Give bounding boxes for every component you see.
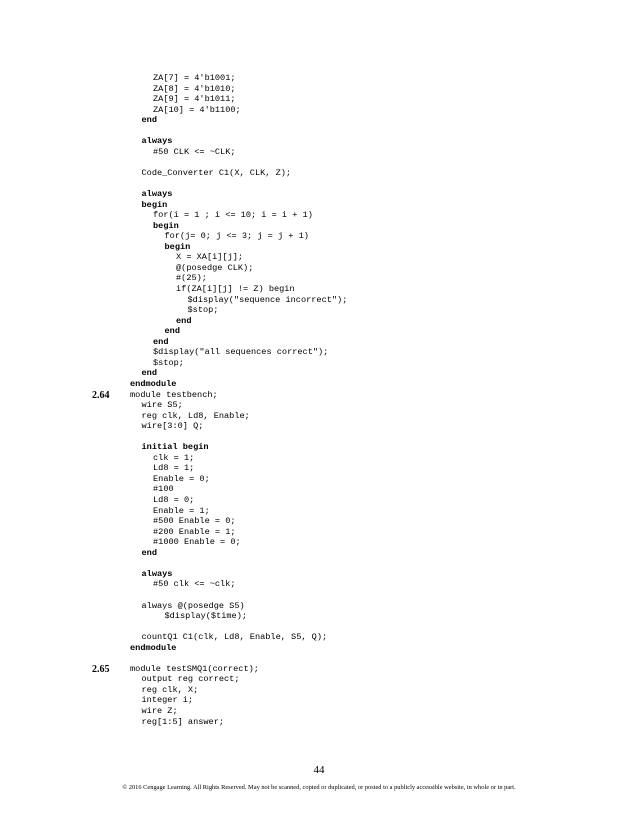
code-line [0, 516, 638, 527]
code-text: clk = 1; [153, 452, 195, 463]
code-line [0, 105, 638, 116]
code-text: wire S5; [141, 400, 183, 411]
code-text: end [141, 547, 157, 558]
code-text: $display("all sequences correct"); [153, 347, 329, 358]
code-text: begin [153, 220, 179, 231]
code-text: end [141, 368, 157, 379]
code-line [0, 601, 638, 612]
code-line [0, 252, 638, 263]
code-text: always @(posedge S5) [141, 600, 245, 611]
code-line [0, 484, 638, 495]
code-text: wire[3:0] Q; [141, 421, 204, 432]
code-text: Ld8 = 1; [153, 463, 195, 474]
code-line [0, 368, 638, 379]
code-text: #200 Enable = 1; [153, 526, 236, 537]
code-line [0, 685, 638, 696]
code-text: for(j= 0; j <= 3; j = j + 1) [164, 231, 309, 242]
code-text: #500 Enable = 0; [153, 516, 236, 527]
code-line [0, 126, 638, 137]
code-line [0, 84, 638, 95]
code-line [0, 632, 638, 643]
code-text: always [141, 568, 173, 579]
code-text: ZA[7] = 4'b1001; [153, 73, 236, 83]
code-text: #100 [153, 484, 174, 495]
code-text: endmodule [130, 378, 177, 389]
code-line [0, 611, 638, 622]
code-line [0, 242, 638, 253]
code-line [0, 337, 638, 348]
code-line [0, 358, 638, 369]
code-line [0, 273, 638, 284]
code-text: reg clk, X; [141, 684, 199, 695]
code-line [0, 316, 638, 327]
code-text: @(posedge CLK); [176, 262, 254, 273]
code-text: if(ZA[i][j] != Z) begin [176, 284, 295, 294]
code-line [0, 527, 638, 538]
code-line [0, 263, 638, 274]
code-line [0, 421, 638, 432]
code-line [0, 136, 638, 147]
code-line [0, 590, 638, 601]
code-text: integer i; [141, 695, 194, 706]
page-number: 44 [313, 764, 325, 776]
code-line [0, 210, 638, 221]
code-line [0, 453, 638, 464]
code-line [0, 221, 638, 232]
code-text: #50 CLK <= ~CLK; [153, 146, 236, 157]
code-text: $stop; [153, 357, 184, 368]
code-text: end [141, 115, 157, 126]
code-line [0, 643, 638, 654]
code-line [0, 432, 638, 443]
code-text: reg clk, Ld8, Enable; [141, 410, 250, 421]
code-text: $display("sequence incorrect"); [187, 294, 348, 305]
code-line [0, 73, 638, 84]
code-line [0, 674, 638, 685]
code-text: Ld8 = 0; [153, 495, 195, 505]
code-line [0, 579, 638, 590]
code-text: ZA[10] = 4'b1100; [153, 104, 241, 115]
code-text: ZA[9] = 4'b1011; [153, 94, 236, 105]
code-line [0, 442, 638, 453]
code-text: Enable = 0; [153, 473, 210, 484]
code-line [0, 558, 638, 569]
code-text: countQ1 C1(clk, Ld8, Enable, S5, Q); [141, 632, 328, 643]
code-line [0, 569, 638, 580]
code-text: initial begin [141, 442, 209, 453]
code-line [0, 653, 638, 664]
code-text: output reg correct; [141, 674, 240, 685]
code-line [0, 706, 638, 717]
code-line [0, 94, 638, 105]
code-line [0, 379, 638, 390]
code-line [0, 179, 638, 190]
code-text: begin [141, 199, 168, 210]
code-text: end [153, 336, 169, 347]
code-line [0, 664, 638, 675]
code-text: reg[1:5] answer; [141, 716, 225, 727]
code-text: for(i = 1 ; i <= 10; i = i + 1) [153, 210, 313, 221]
code-line [0, 717, 638, 728]
code-text: #50 clk <= ~clk; [153, 579, 236, 590]
code-line [0, 548, 638, 559]
code-line [0, 622, 638, 633]
code-text: #(25); [176, 273, 207, 284]
code-text: $display($time); [164, 611, 248, 622]
code-line [0, 115, 638, 126]
code-line [0, 463, 638, 474]
code-line [0, 695, 638, 706]
code-text: end [176, 315, 192, 326]
code-line [0, 284, 638, 295]
code-line [0, 326, 638, 337]
code-text: end [164, 326, 180, 337]
code-text: wire Z; [141, 706, 178, 716]
code-text: ZA[8] = 4'b1010; [153, 83, 236, 94]
problem-number: 2.64 [92, 389, 110, 401]
copyright-footer: © 2016 Cengage Learning. All Rights Reserved. May not be scanned, copied or duplicated, or posted to a publicly accessible website, in whole or in part. [122, 784, 516, 791]
code-text: module testbench; [130, 389, 218, 400]
code-line [0, 295, 638, 306]
code-line [0, 147, 638, 158]
code-line [0, 189, 638, 200]
code-line [0, 495, 638, 506]
code-line [0, 506, 638, 517]
code-text: always [141, 189, 173, 200]
code-line [0, 400, 638, 411]
code-text: module testSMQ1(correct); [130, 663, 259, 674]
code-line [0, 200, 638, 211]
code-line [0, 305, 638, 316]
code-text: begin [164, 241, 191, 252]
code-text: $stop; [187, 305, 219, 316]
code-line [0, 168, 638, 179]
code-text: endmodule [130, 642, 177, 653]
code-text: #1000 Enable = 0; [153, 537, 241, 548]
code-line [0, 474, 638, 485]
code-line [0, 347, 638, 358]
code-text: Code_Converter C1(X, CLK, Z); [141, 167, 292, 178]
problem-number: 2.65 [92, 663, 110, 675]
code-text: Enable = 1; [153, 505, 210, 516]
code-line [0, 390, 638, 401]
code-line [0, 411, 638, 422]
code-line [0, 231, 638, 242]
code-line [0, 537, 638, 548]
code-text: always [141, 136, 173, 147]
code-line [0, 157, 638, 168]
code-text: X = XA[i][j]; [176, 252, 244, 263]
